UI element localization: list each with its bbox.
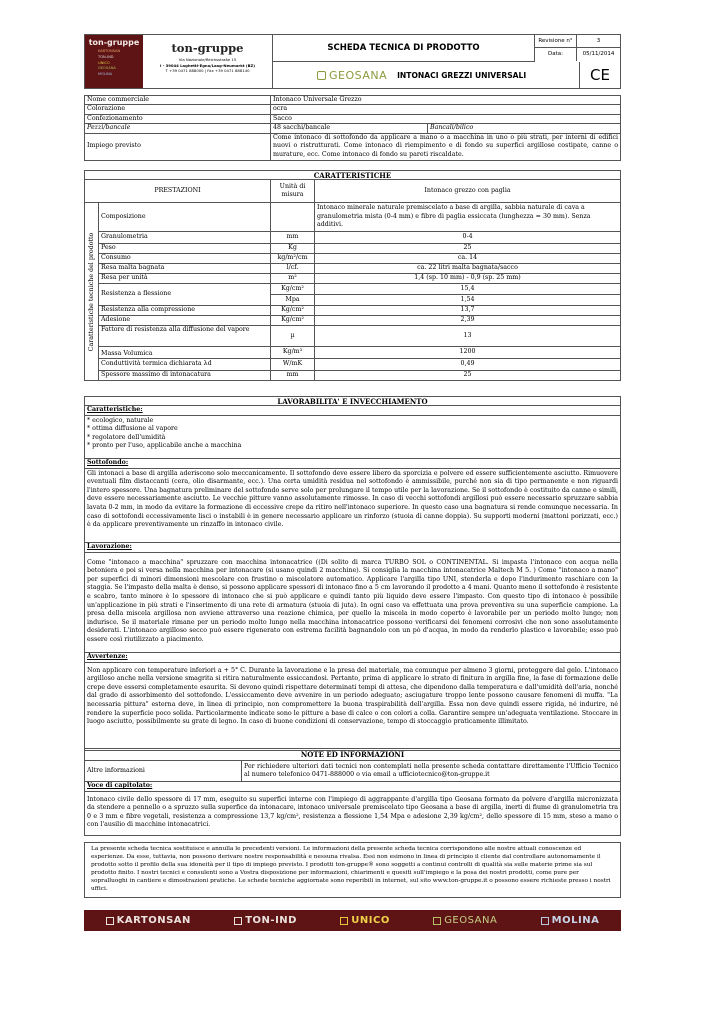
list-item: * ottima diffusione al vapore (87, 425, 178, 433)
row-value: ca. 14 (315, 254, 621, 264)
altre-value: Per richiedere ulteriori dati tecnici non contemplati nella presente scheda contattare direttamente l'Ufficio Tecnico al numero telefonico 0471-888000 o via email a ufficiotecnico@ton-gruppe.it (242, 761, 621, 782)
header (84, 34, 621, 89)
row-label: Adesione (99, 316, 271, 326)
flessione-label: Resistenza a flessione (99, 284, 271, 306)
row-value: 1200 (315, 347, 621, 359)
row-unit: Kg/cm² (271, 306, 315, 316)
capitolato-heading: Voce di capitolato: (85, 782, 620, 792)
footer-brands (84, 910, 621, 931)
sottofondo-text: Gli intonaci a base di argilla aderiscono solo meccanicamente. Il sottofondo deve essere libero da sporcizia e polvere ed essere sufficientemente asciutto. Rimuovere eventuali film distaccanti (cera, olio disarmante, ecc.). Una certa umidità residua nel sottofondo è ammissibile, purché non sia di tipo permanente e non riguardi l'intero spessore. Una bagnatura preliminare del sottofondo serve solo per prolungare il tempo utile per la lavorazione. Se il sottofondo è costituito da canne e simili, deve essere necessariamente asciutto. Le vecchie pitture vanno assolutamente rimosse. In caso di vecchi sottofondi argillosi può essere necessario spruzzare sabbia lavata 0-2 mm, in modo da evitare la formazione di eccessive crepe da ritiro nell'intonaco superiore. In questo caso una bagnatura si rende comunque necessaria. In caso di sottofondi eccessivamente lisci o instabili è in genere necessario applicare un rinforzo (stuoia di canne doppia). Su supporti moderni (mattoni porizzati, ecc.) è da applicare preventivamente un rinzaffo in intonaco civile. (87, 469, 618, 529)
composizione-value: Intonaco minerale naturale premiscelato a base di argilla, sabbia naturale di cava a granulometria mista (0-4 mm) e fibre di paglia essiccata (lunghezza = 30 mm). Senza additivi. (315, 203, 621, 232)
side-label-cell (85, 203, 99, 381)
row-label: Resa per unità (99, 274, 271, 284)
note-title: NOTE ED INFORMAZIONI (84, 748, 621, 760)
row-label: Consumo (99, 254, 271, 264)
logo-brand: TON-IND (98, 54, 114, 59)
row-label: Massa Volumica (99, 347, 271, 359)
ton-ind-icon (234, 917, 242, 925)
flessione-value: 1,54 (315, 295, 621, 306)
avvertenze-text: Non applicare con temperature inferiori a + 5° C. Durante la lavorazione e la presa del materiale, ma comunque per almeno 3 giorni, proteggere dal gelo. L'intonaco argilloso anche nella versione smagrita si ritira naturalmente essiccandosi. Pertanto, prima di applicare lo strato di finitura in argilla fine, la fase di formazione delle crepe deve essersi completamente esaurita. Si devono quindi rispettare determinati tempi di attesa, che dipendono dalla temperatura e dall'umidità dell'aria, nonché dal grado di assorbimento del sottofondo. L'essiccamento deve avvenire in un periodo adeguato; asciugature troppo lente possono causare fenomeni di muffa. "La necessaria pittura" esterna deve, in linea di principio, non compromettere la buona traspirabilità dell'argilla. Essa non deve quindi essere rigida, né indurire, né rendere la superficie poco solida. Particolarmente indicate sono le pitture a base di calce o con colori a colla. Garantire sempre un'adeguata ventilazione. Stoccare in luogo asciutto, possibilmente su grate di legno. In caso di buone condizioni di conservazione, tempo di stoccaggio praticamente illimitato. (87, 666, 618, 726)
caratteristiche-section (84, 405, 621, 459)
col-value: Intonaco grezzo con paglia (315, 180, 621, 203)
side-label: Caratteristiche tecniche del prodotto (87, 232, 95, 351)
bancali-label: Bancali/bilico (428, 124, 621, 133)
impiego-value: Come intonaco di sottofondo da applicare a mano o a macchina in uno o più strati, per interni di edifici nuovi o ristrutturati. Come intonaco di riempimento e di fondo su superfici argillose costipate, canne o murature, ecc. Come intonaco di fondo su pareti riscaldate. (271, 133, 621, 160)
row-unit: Kg (271, 244, 315, 254)
unico-icon (340, 917, 348, 925)
ce-mark: CE (590, 66, 610, 84)
company-name: ton-gruppe (171, 41, 244, 55)
lavorazione-heading: Lavorazione: (85, 543, 620, 553)
footer-brand-unico: UNICO (340, 915, 390, 926)
list-item: * pronto per l'uso, applicabile anche a macchina (87, 442, 242, 450)
composizione-label: Composizione (99, 203, 271, 232)
capitolato-section (84, 782, 621, 836)
logo-block (85, 35, 143, 88)
flessione-unit: Kg/cm² (271, 284, 315, 295)
geosana-logo: GEOSANA (329, 68, 388, 82)
revision-value: 3 (596, 38, 601, 44)
logo-brand: UNICO (98, 60, 110, 65)
vapore-unit: µ (271, 326, 315, 347)
vapore-value: 13 (315, 326, 621, 347)
logo-title: ton-gruppe (88, 38, 140, 47)
lavorabilita-title: LAVORABILITA' E INVECCHIAMENTO (84, 396, 621, 405)
row-value: 25 (315, 371, 621, 381)
note-table (84, 760, 621, 782)
geosana-icon (433, 917, 441, 925)
confezionamento-value: Sacco (271, 114, 621, 123)
colorazione-value: ocra (271, 105, 621, 114)
avvertenze-section (84, 653, 621, 751)
logo-brand: GEOSANA (98, 66, 116, 71)
impiego-label: Impiego previsto (85, 133, 271, 160)
sottofondo-heading: Sottofondo: (85, 459, 620, 469)
footer-brand-geosana: GEOSANA (433, 915, 497, 926)
row-value: ca. 22 litri malta bagnata/sacco (315, 264, 621, 274)
row-value: 25 (315, 244, 621, 254)
product-title: INTONACI GREZZI UNIVERSALI (397, 70, 527, 80)
lavorazione-section (84, 543, 621, 653)
footer-brand-kartonsan: KARTONSAN (106, 915, 191, 926)
list-item: * ecologico, naturale (87, 416, 154, 424)
row-label: Conduttività termica dichiarata λd (99, 359, 271, 371)
geosana-logo-icon (317, 71, 326, 80)
nome-label: Nome commerciale (85, 96, 271, 105)
avvertenze-heading: Avvertenze: (85, 653, 620, 663)
date-label: Data: (535, 48, 577, 61)
row-label: Granulometria (99, 232, 271, 244)
row-value: 0-4 (315, 232, 621, 244)
flessione-unit: Mpa (271, 295, 315, 306)
row-unit: mm (271, 232, 315, 244)
confezionamento-label: Confezionamento (85, 114, 271, 123)
date-value: 05/11/2014 (582, 51, 615, 57)
flessione-value: 15,4 (315, 284, 621, 295)
row-value: 2,39 (315, 316, 621, 326)
row-unit: W/mK (271, 359, 315, 371)
product-info-table (84, 95, 621, 161)
row-unit: m² (271, 274, 315, 284)
logo-brand: KARTONSAN (98, 49, 121, 53)
revision-label: Revisione n° (535, 35, 577, 47)
altre-label: Altre informazioni (85, 761, 242, 782)
row-value: 13,7 (315, 306, 621, 316)
logo-brand: MOLINA (98, 72, 113, 77)
col-unita: Unità di misura (271, 180, 315, 203)
footer-brand-ton-ind: TON-IND (234, 915, 297, 926)
vapore-label: Fattore di resistenza alla diffusione del vapore (99, 326, 271, 347)
pezzi-label: Pezzi/bancale (85, 124, 271, 133)
capitolato-text: Intonaco civile dello spessore di 17 mm, eseguito su superfici interne con l'impiego di aggrappante d'argilla tipo Geosana formato da polvere d'argilla micronizzata da stendere a pennello o a spruzzo sulla superfice da intonacare, intonaco universale premiscelato tipo Geosana a base di argilla, inerti di fiume di granulometria tra 0 e 3 mm e fibre vegetali, resistenza a compressione 13,7 kg/cm², resistenza a flessione 1,54 Mpa e adesione 2,39 kg/cm², dello spessore di 15 mm, steso a mano o con l'ausilio di macchine intonacatrici. (87, 795, 618, 829)
molina-icon (541, 917, 549, 925)
lavorazione-text: Come "intonaco a macchina" spruzzare con macchina intonacatrice ((Di solito di marca TURBO SOL o CONTINENTAL. Si impasta l'intonaco con acqua nella betoniera e poi si versa nella macchina per intonacare (si usano quindi 2 macchine). Si consiglia la macchina intonacatrice Maltech M 5. ) Come "intonaco a mano" per superfici di minori dimensioni mescolare con frustino o miscelatore automatico. Applicare l'argilla tipo UNI, stenderla e dopo l'indurimento raschiare con la staggia. Se l'impasto della malta è denso, si possono applicare spessori di intonaco fino a 5 cm lavorando il prodotto a 4 mani. Quanto meno il sottofondo è resistente e scabro, tanto minore è lo spessore di intonaco che si può applicare e quindi tanto più liquido deve essere l'impasto. Con questo tipo di intonaco è possibile un'applicazione in più strati e l'inserimento di una rete di armatura (stuoia di juta). In ogni caso va effettuata una prova preventiva su una superficie campione. La presa della miscela argillosa non avviene attraverso una reazione chimica, per quello la miscela in modo coperto è lavorabile per un periodo molto lungo; non indurisce. Se il materiale rimane per un periodo molto lungo nella macchina intonacatrice possono verificarsi dei fenomeni corrosivi che non sono assolutamente desiderati. L'intonaco argilloso secco può essere rigenerato con estrema facilità bagnandolo con un pò d'acqua, in modo da renderlo plastico e lavorabile; esso può essere così riutilizzato a piacimento. (87, 558, 618, 643)
nome-value: Intonaco Universale Grezzo (271, 96, 621, 105)
footer-brand-molina: MOLINA (541, 915, 600, 926)
row-label: Resistenza alla compressione (99, 306, 271, 316)
pezzi-value: 48 sacchi/bancale (271, 124, 428, 133)
row-label: Resa malta bagnata (99, 264, 271, 274)
list-item: * regolatore dell'umidità (87, 433, 166, 441)
row-label: Spessore massimo di intonacatura (99, 371, 271, 381)
caratteristiche-heading: Caratteristiche: (85, 406, 620, 416)
kartonsan-icon (106, 917, 114, 925)
row-unit: mm (271, 371, 315, 381)
doc-title: SCHEDA TECNICA DI PRODOTTO (273, 35, 535, 62)
row-unit: Kg/m³ (271, 347, 315, 359)
row-value: 0,49 (315, 359, 621, 371)
col-prestazioni: PRESTAZIONI (85, 180, 271, 203)
disclaimer (84, 842, 621, 898)
sottofondo-section (84, 459, 621, 543)
row-label: Peso (99, 244, 271, 254)
row-value: 1,4 (sp. 10 mm) - 0,9 (sp. 25 mm) (315, 274, 621, 284)
colorazione-label: Colorazione (85, 105, 271, 114)
disclaimer-text: La presente scheda tecnica sostituisce e annulla le precedenti versioni. Le informazioni della presente scheda tecnica corrispondono alle nostre attuali conoscenze ed esperienze. Da esse, tuttavia, non possono derivare nostre responsabilità e nessuna rivalsa. Essi non esimono in linea di principio il cliente dal controllare autonomamente il prodotto sotto il profilo della sua idoneità per il tipo di impiego previsto. I prodotti ton-gruppe® sono soggetti a continui controlli di qualità sia sulle materie prime sia sul prodotto finito. I nostri tecnici e consulenti sono a Vostra disposizione per informazioni, chiarimenti e quesiti sull'impiego e la posa dei nostri prodotti, come pure per sopralluoghi in cantiere e dimostrazioni pratiche. Le schede tecniche aggiornate sono reperibili in internet, sul sito www.ton-gruppe.it o possono essere richieste presso i nostri uffici. (91, 846, 611, 892)
company-address: Via Nazionale/Reichsstraße 15 I - 39044 Laghetti-Egna/Laag-Neumarkt (BZ) T +39 0471 888000 | Fax +39 0471 888140 (159, 57, 256, 74)
row-unit: kg/m²/cm (271, 254, 315, 264)
row-unit: Kg/cm² (271, 316, 315, 326)
caratteristiche-table (84, 179, 621, 381)
row-unit: l/cf. (271, 264, 315, 274)
brand-row (273, 62, 580, 88)
caratteristiche-title: CARATTERISTICHE (84, 170, 621, 179)
